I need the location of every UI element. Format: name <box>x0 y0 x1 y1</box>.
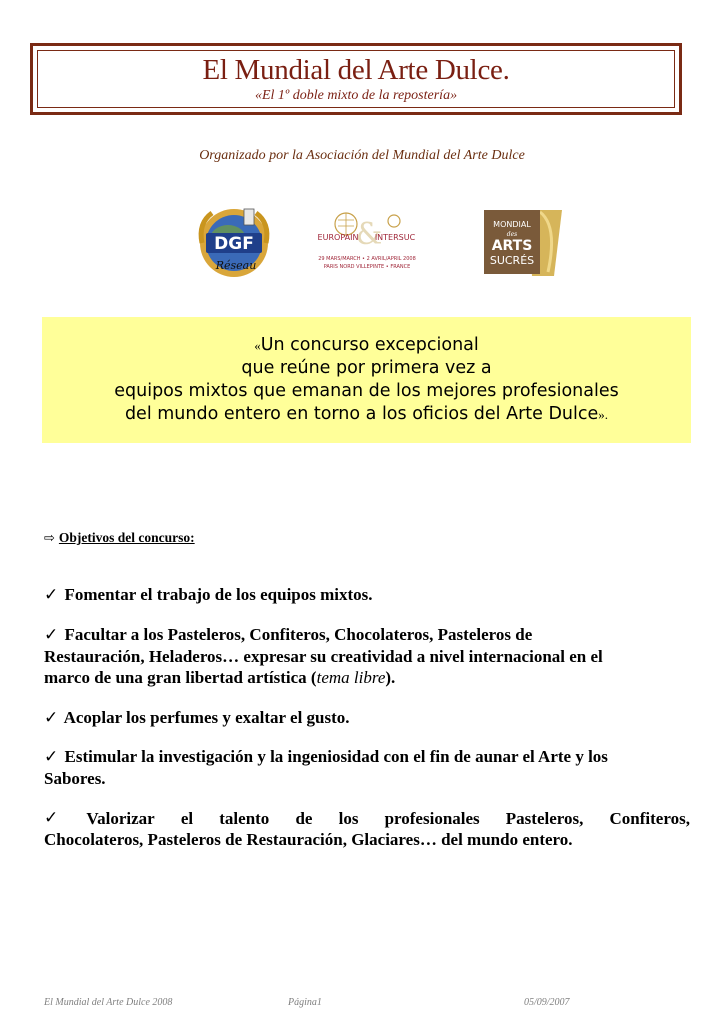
objective-item-4 <box>44 746 690 789</box>
quote-close: ». <box>598 407 609 422</box>
organizer-line: Organizado por la Asociación del Mundial del Arte Dulce <box>199 148 525 163</box>
dgf-logo <box>192 203 276 283</box>
objective-item-3 <box>44 707 690 729</box>
checkmark-icon: ✓ <box>44 708 59 728</box>
objective-item-4-line-1 <box>44 746 690 768</box>
mondial-line2: des <box>506 231 518 238</box>
word: talento <box>219 809 270 828</box>
objective-item-2-italic: tema libre <box>316 668 386 687</box>
word: Valorizar <box>86 809 155 828</box>
objective-item-2-line-3 <box>44 667 690 688</box>
quote-line-1 <box>42 335 691 355</box>
checkmark-icon: ✓ <box>44 625 59 645</box>
quote-line-3: equipos mixtos que emanan de los mejores profesionales <box>114 381 619 401</box>
checkmark-icon: ✓ <box>44 747 59 767</box>
mondial-line3: ARTS <box>491 238 533 254</box>
objective-item-2-line-2: Restauración, Heladeros… expresar su creatividad a nivel internacional en el <box>44 647 603 666</box>
objectives-heading-label: Objetivos del concurso: <box>58 530 195 545</box>
objectives-heading <box>44 530 195 546</box>
word: Confiteros, <box>609 809 690 828</box>
europain-intersuc-logo <box>308 208 426 278</box>
mondial-line4: SUCRÉS <box>489 254 535 267</box>
quote-line-4 <box>42 404 691 424</box>
quote-line-1-text: Un concurso excepcional <box>260 335 479 355</box>
europain-text: EUROPAIN <box>317 233 359 242</box>
mondial-line1: MONDIAL <box>493 220 531 229</box>
objective-item-5-line-2: Chocolateros, Pasteleros de Restauración, Glaciares… del mundo entero. <box>44 830 573 849</box>
page-subtitle: «El 1º doble mixto de la repostería» <box>254 88 458 103</box>
dgf-logo-text: DGF <box>214 234 254 254</box>
mondial-arts-sucres-logo <box>482 206 568 280</box>
objective-item-2 <box>44 624 690 688</box>
europain-dates: 29 MARS/MARCH • 2 AVRIL/APRIL 2008 <box>318 256 416 262</box>
dgf-logo-script: Réseau <box>215 259 257 272</box>
svg-text:&: & <box>355 217 383 252</box>
title-box <box>30 43 682 115</box>
checkmark-icon: ✓ <box>44 585 59 605</box>
footer-page-number: Página1 <box>288 997 322 1008</box>
objective-item-1-text: Fomentar el trabajo de los equipos mixtos. <box>64 585 373 604</box>
checkmark-icon: ✓ <box>44 808 59 828</box>
word: profesionales <box>384 809 480 828</box>
arrow-right-icon: ⇨ <box>44 531 55 546</box>
europain-venue: PARIS NORD VILLEPINTE • FRANCE <box>323 264 411 270</box>
intersuc-text: INTERSUC <box>374 233 416 242</box>
quote-line-4-text: del mundo entero en torno a los oficios del Arte Dulce <box>124 404 599 424</box>
objective-item-4-line-1-text: Estimular la investigación y la ingeniosidad con el fin de aunar el Arte y los <box>64 747 608 766</box>
objective-item-2-line-1-text: Facultar a los Pasteleros, Confiteros, Chocolateros, Pasteleros de <box>64 625 533 644</box>
objective-item-4-line-2: Sabores. <box>44 769 106 788</box>
footer-left: El Mundial del Arte Dulce 2008 <box>44 997 173 1008</box>
highlight-quote-box <box>42 317 691 443</box>
quote-line-2: que reúne por primera vez a <box>241 358 492 378</box>
footer-date: 05/09/2007 <box>524 997 570 1008</box>
word: los <box>338 809 359 828</box>
objective-item-2-line-3-a: marco de una gran libertad artística ( <box>44 668 317 687</box>
quote-open: « <box>254 338 261 353</box>
objective-item-2-line-1 <box>44 624 690 646</box>
word: Pasteleros, <box>505 809 584 828</box>
word: de <box>295 809 313 828</box>
objective-item-5-line-1 <box>44 808 690 829</box>
word: el <box>180 809 194 828</box>
objective-item-2-line-3-c: ). <box>385 668 396 687</box>
page-title: El Mundial del Arte Dulce. <box>202 54 510 86</box>
objective-item-1 <box>44 584 690 606</box>
objective-item-3-text: Acoplar los perfumes y exaltar el gusto. <box>63 708 350 727</box>
objective-item-5 <box>44 808 690 850</box>
